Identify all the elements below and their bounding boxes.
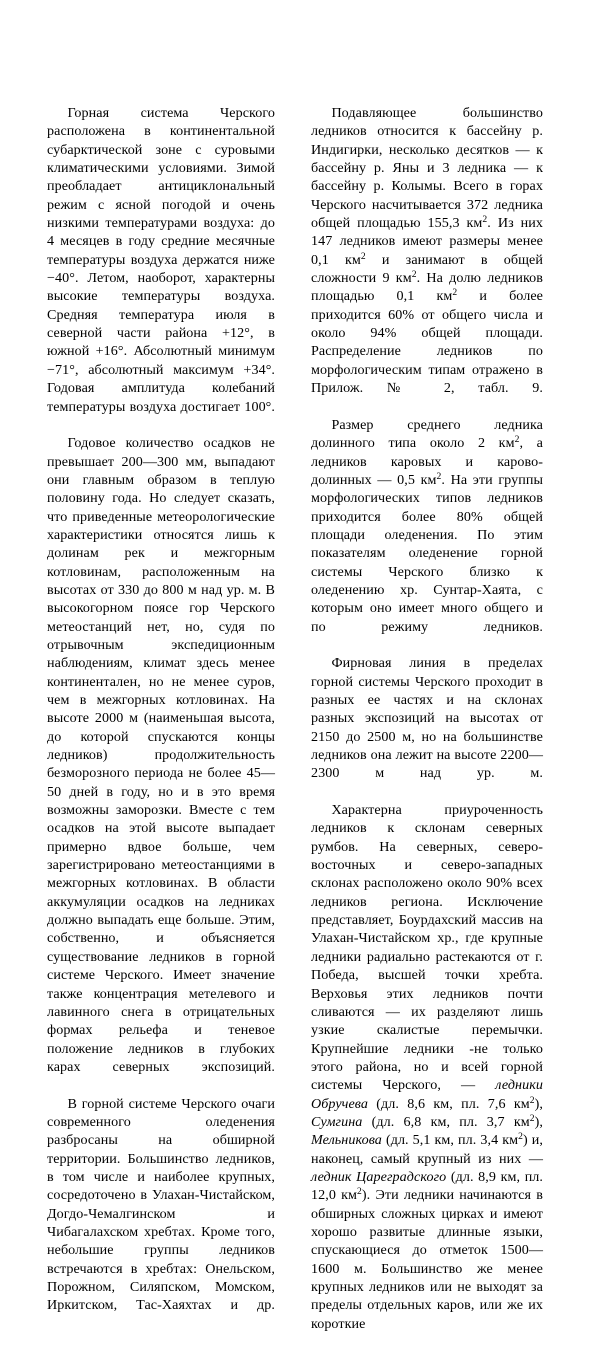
text-run: и занимают в общей сложности 9 км <box>311 251 543 287</box>
page-text-body <box>47 104 544 1332</box>
superscript: 2 <box>514 434 520 446</box>
text-run: Подавляющее большинство ледников относится к бассейну р. Индигирки, несколько десятков — к бассейну р. Яны и 3 ледника — к бассейну р. Колымы. Всего в горах Черского насчитывается 372 ледника общей площадью 155,3 км <box>311 105 543 232</box>
italic-term: Мельникова <box>311 1132 382 1149</box>
text-run: (дл. 8,9 км, пл. 12,0 км <box>311 1168 543 1204</box>
paragraph <box>311 801 543 1351</box>
text-run: ), <box>534 1095 543 1112</box>
text-run: (дл. 5,1 км, пл. 3,4 км <box>381 1132 519 1149</box>
italic-term: ледники Обручева <box>311 1077 543 1112</box>
superscript: 2 <box>411 269 417 281</box>
superscript: 2 <box>529 1112 535 1124</box>
superscript: 2 <box>360 250 366 262</box>
text-run: . На эти группы морфологических типов ледников приходится более 80% общей площади оледенения. По этим показателям оледенение горной системы Черского близко к оледенению хр. Сунтар-Хаята, с которым оно имеет много общего и по режиму ледников. <box>311 471 543 635</box>
superscript: 2 <box>452 287 458 299</box>
superscript: 2 <box>357 1186 362 1198</box>
text-run: . На долю ледников площадью 0,1 км <box>311 270 543 305</box>
italic-term: ледник Цареградского <box>311 1168 447 1185</box>
text-run: ). Эти ледники начинаются в обширных сложных цирках и имеют хорошо развитые длинные языки, спускающиеся до отметок 1500—1600 м. Большинство же менее крупных ледников или не выходят за пределы отдельных каров, или же их короткие <box>311 1187 543 1332</box>
paragraph <box>311 416 543 654</box>
paragraph <box>311 654 543 801</box>
text-column-right <box>311 104 543 1351</box>
text-run: (дл. 6,8 км, пл. 3,7 км <box>362 1113 530 1130</box>
superscript: 2 <box>482 214 488 226</box>
text-run: Характерна приуроченность ледников к склонам северных румбов. На северных, северо-восточных и северо-западных склонах расположено около 90% всех ледников региона. Исключение представляет, Боурдахский массив на Улахан-Чистайском хр., где крупные ледники радиально растекаются от г. Победа, высшей точки хребта. Верховья этих ледников почти сливаются — их разделяют лишь узкие скалистые перемычки. Крупнейшие ледники -не только этого района, но и всей горной системы Черского, — <box>311 802 543 1094</box>
text-column-left <box>47 104 275 1333</box>
text-run: Фирновая линия в пределах горной системы Черского проходит в разных ее частях и на склонах разных экспозиций на высотах от 2150 до 2500 м, но на большинстве ледников она лежит на высоте 2200—2300 м над ур. м. <box>311 655 543 782</box>
superscript: 2 <box>529 1094 535 1106</box>
italic-term: Сумгина <box>311 1113 363 1130</box>
paragraph: В горной системе Черского очаги современного оледенения разбросаны на обширной территории. Большинство ледников, в том числе и наиболее крупных, сосредоточено в Улахан-Чистайском, Догдо-Чемалгинском и Чибагалахском хребтах. Кроме того, небольшие группы ледников встречаются в хребтах: Онельском, Порожном, Силяпском, Момском, Иркитском, Тас-Хаяхтах и др. <box>47 1095 275 1314</box>
text-run: . Из них 147 ледников имеют размеры менее 0,1 км <box>311 215 543 268</box>
superscript: 2 <box>436 470 442 482</box>
text-run: ) и, наконец, самый крупный из них — <box>311 1132 543 1167</box>
paragraph: Горная система Черского расположена в континентальной субарктической зоне с суровыми климатическими условиями. Зимой преобладает антициклональный режим с ясной погодой и очень низкими температурами воздуха: до 4 месяцев в году средние месячные температуры воздуха держатся ниже −40°. Летом, наоборот, характерны высокие температуры воздуха. Средняя температура июля в северной части района +12°, в южной +16°. Абсолютный минимум −71°, абсолютный максимум +34°. Годовая амплитуда колебаний температуры воздуха достигает 100°. <box>47 105 275 415</box>
text-run: ), <box>534 1113 543 1130</box>
paragraph <box>311 104 543 416</box>
text-run: (дл. 8,6 км, пл. 7,6 км <box>368 1095 530 1112</box>
paragraph: Годовое количество осадков не превышает 200—300 мм, выпадают они главным образом в теплую половину года. Но следует сказать, что приведенные метеорологические характеристики относятся лишь к долинам рек и межгорным котловинам, расположенным на высотах от 330 до 800 м над ур. м. В высокогорном поясе гор Черского метеостанций нет, но, судя по отрывочным экспедиционным наблюдениям, климат здесь менее континентален, но не менее суров, чем в межгорных котловинах. На высоте 2000 м (наименьшая высота, до которой спускаются концы ледников) продолжительность безморозного периода не более 45—50 дней в году, но и в это время возможны заморозки. Вместе с тем осадков на этой высоте выпадает примерно вдвое больше, чем зарегистрировано метеостанциями в межгорных котловинах. В области аккумуляции осадков на ледниках должно выпадать еще больше. Этим, собственно, и объясняется существование ледников в горной системе Черского. Имеет значение также концентрация метелевого и лавинного снега в отрицательных формах рельефа и теневое положение ледников в глубоких карах северных экспозиций. <box>47 435 275 1075</box>
text-run: Размер среднего ледника долинного типа около 2 км <box>311 416 543 452</box>
text-run: , а ледников каровых и карово-долинных — 0,5 км <box>311 435 544 488</box>
text-run: и более приходится 60% от общего числа и около 94% общей площади. Распределение ледников по морфологическим типам отражено в Прилож. № 2, табл. 9. <box>311 288 543 397</box>
superscript: 2 <box>518 1131 523 1143</box>
